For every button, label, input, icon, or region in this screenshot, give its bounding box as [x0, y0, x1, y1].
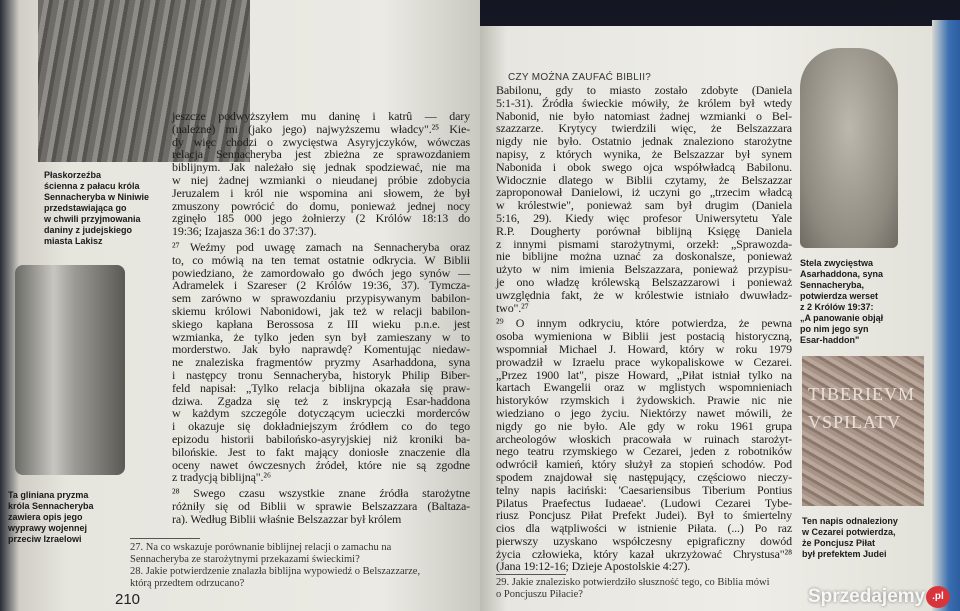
text-line: Nabonida i obok swego ojca współwładcą Babilonu. — [496, 159, 792, 174]
text-line: króla Sennacheryba — [8, 501, 94, 511]
text-line: zaproponował Danielowi, iż uczyni go „trzecim władcą — [496, 185, 792, 200]
text-line: różniły się od Biblii w sprawie Belszazzara (Baltaza- — [172, 498, 470, 513]
text-line: 5:16, 29). Kiedy więc profesor Uniwersytetu Yale — [496, 210, 792, 225]
watermark-badge: .pl — [926, 586, 950, 608]
text-line: po nim jego syn — [800, 324, 869, 334]
text-line: (Jana 19:12-16; Dzieje Apostolskie 4:27). — [496, 559, 691, 574]
text-line: 19:36; Izajasza 36:1 do 37:37). — [172, 224, 317, 239]
pilate-inscription-photo — [802, 356, 924, 506]
text-line: Esar-haddon" — [800, 335, 860, 345]
text-line: (należne) mi (jako jego) najwyższemu władcy".²⁵ Kie- — [172, 121, 470, 136]
text-line: oceny nawet ówczesnych źródeł, które nie są zgodne — [172, 457, 470, 472]
caption-stele — [800, 258, 883, 346]
book-edge — [932, 20, 960, 611]
text-line: osoba wymieniona w Biblii jest postacią historyczną, — [496, 329, 792, 344]
right-body-text — [496, 84, 792, 573]
text-line: biblijnym. Jak należało się jednak spodziewać, nie ma — [172, 160, 470, 175]
text-line: riusz Poncjusz Piłat Prefekt Judei). Był to śmiertelny — [496, 508, 792, 523]
text-line: z tradycją biblijną".²⁶ — [172, 470, 271, 485]
running-head: CZY MOŻNA ZAUFAĆ BIBLII? — [508, 72, 652, 83]
text-line: potwierdza werset — [800, 291, 879, 301]
text-line: skiemu królowi Nabonidowi, jak też w relacji babilon- — [172, 303, 470, 318]
watermark-logo: Sprzedajemy — [808, 586, 926, 607]
text-line: 27. Na co wskazuje porównanie biblijnej relacji o zamachu na — [130, 542, 392, 553]
caption-relief — [44, 170, 149, 247]
text-line: zawiera opis jego — [8, 512, 83, 522]
text-line: skiego kapłana Berossosa z III wieku p.n.e. jest — [172, 316, 470, 331]
text-line: Ten napis odnaleziony — [802, 516, 898, 526]
text-line: i następcy tronu Sennacheryba, historyk Philip Biber- — [172, 367, 470, 382]
text-line: ²⁹ O innym odkryciu, które potwierdza, że pewna — [496, 316, 792, 331]
text-line: feld napisał: „Tylko relacja biblijna okazała się praw- — [172, 380, 470, 395]
text-line: two".²⁷ — [496, 300, 529, 315]
text-line: powiedziano, że zamordowało go dwóch jego synów — — [172, 265, 470, 280]
text-line: w każdym szczególe dotyczącym ucieczki morderców — [172, 406, 470, 421]
text-line: 28. Jakie potwierdzenie znalazła biblijna wypowiedź o Belszazzarze, — [130, 566, 421, 577]
text-line: Pilatus Praefectus Iudaeae'. (Ludowi Cezarei Tybe- — [496, 495, 792, 510]
text-line: nego teatru rzymskiego w Cezarei, jeden z robotników — [496, 444, 792, 459]
text-line: miasta Lakisz — [44, 236, 103, 246]
page-number: 210 — [115, 591, 141, 608]
text-line: jeszcze podwyższyłem mu daninę i katrû — dary — [172, 109, 470, 123]
text-line: archeologów włoskich pracowała w ruinach starożyt- — [496, 431, 792, 446]
text-line: Sennacheryba, — [800, 280, 865, 290]
text-line: epizodu historii babilońsko-asyryjskiej niż kroniki ba- — [172, 431, 470, 446]
right-footnotes — [496, 577, 770, 601]
text-line: szazzarze. Krytycy twierdzili więc, że Belszazzara — [496, 121, 792, 136]
left-footnotes — [130, 542, 420, 590]
text-line: Sennacheryba ze starożytnymi przekazami świeckimi? — [130, 554, 360, 565]
text-line: bilońskie. Jest to fakt mający doniosłe znaczenie dla — [172, 444, 470, 459]
text-line: Asarhaddona, syna — [800, 269, 884, 279]
text-line: Nabonid, nie było natomiast żadnej wzmianki o Bel- — [496, 108, 792, 123]
text-line: o Poncjuszu Piłacie? — [496, 589, 583, 600]
text-line: Adramelek i Szareser (2 Królów 19:36, 37). Tymcza- — [172, 278, 470, 293]
text-line: dy więc chodzi o zwycięstwa Asyryjczyków, wówczas — [172, 134, 470, 149]
text-line: nigdy nie było. Ostatnio jednak znaleziono starożytne — [496, 134, 792, 149]
text-line: historyków rzymskich i żydowskich. Prawie nic nie — [496, 393, 792, 408]
text-line: daniny z judejskiego — [44, 225, 133, 235]
footnote-rule — [496, 574, 566, 575]
left-body-text — [172, 110, 470, 526]
text-line: 5:1-31). Źródła świeckie mówiły, że królem był wtedy — [496, 95, 792, 110]
text-line: zginęło 185 000 jego żołnierzy (2 Królów 18:13 do — [172, 211, 470, 226]
text-line: odwrócił kamień, który służył za stopień schodów. Pod — [496, 457, 792, 472]
text-line: Sennacheryba w Niniwie — [44, 192, 150, 202]
text-line: je ono władzę królewską Belszazzarowi i ponieważ — [496, 274, 792, 289]
text-line: że Poncjusz Piłat — [802, 538, 876, 548]
text-line: Płaskorzeźba — [44, 170, 102, 180]
text-line: z 2 Królów 19:37: — [800, 302, 874, 312]
text-line: Ta gliniana pryzma — [8, 490, 89, 500]
text-line: wspomniał Michael J. Howard, który w roku 1979 — [496, 341, 792, 356]
text-line: cios dla wątpliwości w istnienie Piłata. (...) Po raz — [496, 521, 792, 536]
text-line: Babilonu, gdy to miasto zostało zdobyte (Daniela — [496, 83, 792, 97]
right-page — [480, 26, 932, 611]
text-line: w Cezarei potwierdza, — [802, 527, 896, 537]
text-line: ²⁷ Weźmy pod uwagę zamach na Sennacheryba oraz — [172, 239, 470, 254]
caption-inscription — [802, 516, 898, 560]
text-line: zmuszony powrócić do domu, ponieważ jednej nocy — [172, 198, 470, 213]
text-line: przeciw Izraelowi — [8, 534, 82, 544]
text-line: sem zarówno w sprawozdaniu przypisywanym babilon- — [172, 291, 470, 306]
text-line: napisy, z których wynika, że Belszazzar był synem — [496, 146, 792, 161]
text-line: którą przedtem odrzucano? — [130, 578, 245, 589]
text-line: z innymi pismami starożytnymi, orzekł: „Sprawozda- — [496, 236, 792, 251]
text-line: spodem znajdował się następujący, częściowo nieczy- — [496, 469, 792, 484]
inscription-line: VSPILATV — [808, 412, 902, 432]
text-line: prowadził w Izraelu prace wykopaliskowe w Cezarei. — [496, 354, 792, 369]
text-line: w królestwie", ponieważ sam był drugim (Daniela — [496, 198, 792, 213]
text-line: ra). Według Biblii właśnie Belszazzar był królem — [172, 511, 402, 526]
footnote-rule — [130, 538, 200, 539]
text-line: uwzględnia fakt, że w królestwie istniało dwuwładz- — [496, 287, 792, 302]
clay-prism-photo — [15, 265, 125, 475]
text-line: dziwa. Zgadza się też z inskrypcją Esar-haddona — [172, 393, 470, 408]
text-line: wyprawy wojennej — [8, 523, 88, 533]
text-line: nie biblijne można uznać za doskonalsze, ponieważ — [496, 249, 792, 264]
text-line: wiedziano o jego życiu. Niektórzy nawet mówili, że — [496, 405, 792, 420]
caption-prism — [8, 490, 94, 545]
text-line: wzmianka, że tylko jeden syn był zamieszany w to — [172, 329, 470, 344]
text-line: życia człowieka, który kazał ukrzyżować Chrystusa"²⁸ — [496, 546, 792, 561]
text-line: w chwili przyjmowania — [44, 214, 141, 224]
text-line: i okazuje się dokładniejszym źródłem co do tego — [172, 419, 470, 434]
text-line: R.P. Dougherty porównał biblijną Księgę Daniela — [496, 223, 792, 238]
text-line: „Przez 1900 lat", pisze Howard, „Piłat istniał tylko na — [496, 367, 792, 382]
text-line: 29. Jakie znalezisko potwierdziło słuszność tego, co Biblia mówi — [496, 577, 770, 588]
text-line: relacja Sennacheryba jest zbieżna ze sprawozdaniem — [172, 147, 470, 162]
inscription-line: TIBERIEVM — [808, 384, 915, 404]
stele-photo — [800, 48, 898, 248]
text-line: pierwszy uzyskano współczesny epigraficzny dowód — [496, 533, 792, 548]
text-line: w niej żadnej wzmianki o nieudanej próbie zdobycia — [172, 172, 470, 187]
text-line: morderstwo. Jak było naprawdę? Komentując niedaw- — [172, 342, 470, 357]
text-line: „A panowanie objął — [800, 313, 884, 323]
text-line: to, co mówią na ten temat ostatnie odkrycia. W Biblii — [172, 252, 470, 267]
text-line: ne znaleziska fragmentów pryzmy Asarhaddona, syna — [172, 355, 470, 370]
text-line: nigdy go nie było. Ale gdy w roku 1961 grupa — [496, 418, 792, 433]
text-line: telny napis łaciński: 'Caesariensibus Tiberium Pontius — [496, 482, 792, 497]
text-line: kartach Ewangelii oraz w mglistych wspomnieniach — [496, 380, 792, 395]
text-line: Widocznie dlatego w Biblii czytamy, że Belszazzar — [496, 172, 792, 187]
text-line: był prefektem Judei — [802, 549, 887, 559]
text-line: użyto w nim imienia Belszazzara, ponieważ przypisu- — [496, 262, 792, 277]
text-line: ścienna z pałacu króla — [44, 181, 140, 191]
text-line: ²⁸ Swego czasu wszystkie znane źródła starożytne — [172, 486, 470, 501]
text-line: Stela zwycięstwa — [800, 258, 874, 268]
text-line: Jeruzalem i król nie wspomina ani słowem, że był — [172, 185, 470, 200]
text-line: przedstawiająca go — [44, 203, 127, 213]
